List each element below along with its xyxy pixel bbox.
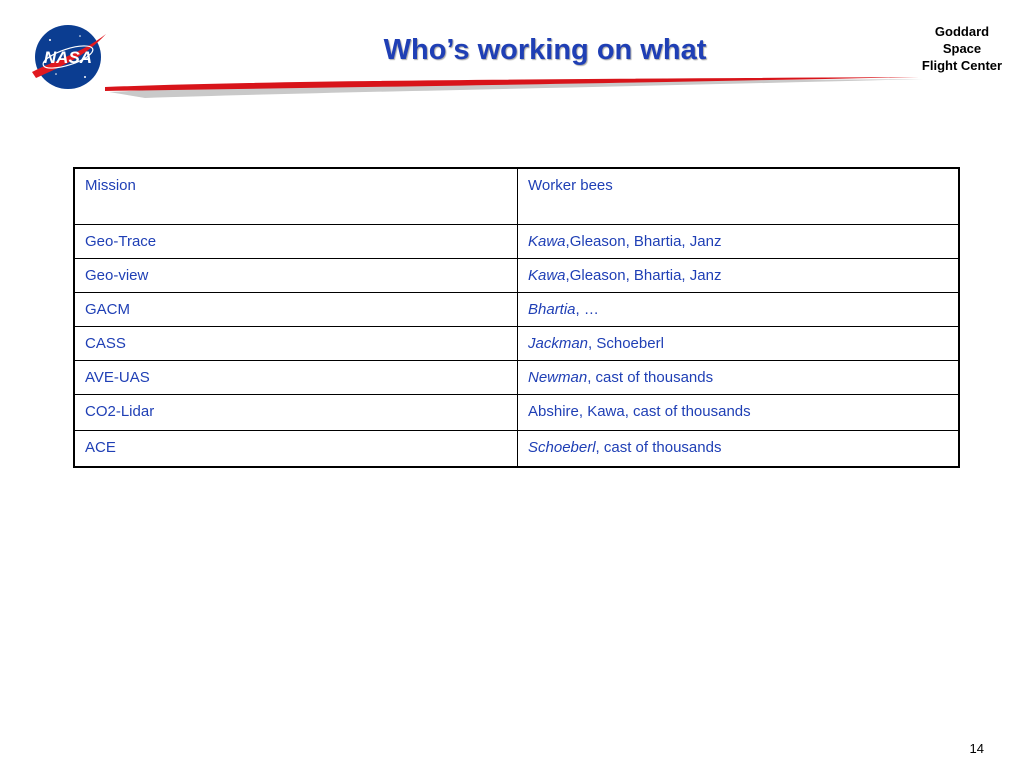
lead-name: Newman [528,369,588,386]
logo-text: NASA [43,48,93,67]
other-names: , cast of thousands [587,369,714,386]
mission-cell: CO2-Lidar [74,395,518,431]
lead-name: Jackman [528,335,589,352]
center-label-line: Goddard [934,24,990,39]
missions-table [73,167,960,468]
mission-cell: GACM [74,293,518,327]
worker-bees-cell [518,293,960,327]
worker-bees-cell [518,225,960,259]
other-names: Abshire, Kawa, cast of thousands [528,403,751,420]
other-names: , … [575,301,599,318]
mission-cell: AVE-UAS [74,361,518,395]
center-label-line: Space [942,41,982,56]
page-title: Who’s working on what [383,34,707,66]
table-row [74,327,959,361]
lead-name: Bhartia [528,301,576,318]
column-header-worker-bees: Worker bees [518,168,960,225]
table-row [74,293,959,327]
worker-bees-cell [518,395,960,431]
other-names: , Schoeberl [588,335,664,352]
column-header-mission: Mission [74,168,518,225]
worker-bees-cell [518,327,960,361]
table-row [74,395,959,431]
table-row [74,431,959,468]
red-swoosh-divider [105,76,925,102]
table-header-row [74,168,959,225]
worker-bees-cell [518,259,960,293]
table-row [74,259,959,293]
mission-cell: CASS [74,327,518,361]
mission-cell: Geo-view [74,259,518,293]
worker-bees-cell [518,431,960,468]
mission-cell: ACE [74,431,518,468]
table-row [74,225,959,259]
center-label-line: Flight Center [921,58,1003,73]
lead-name: Kawa [528,233,566,250]
center-label [912,23,1012,74]
other-names: , cast of thousands [595,439,722,456]
table-row [74,361,959,395]
lead-name: Kawa [528,267,566,284]
worker-bees-cell [518,361,960,395]
page-number: 14 [969,741,984,756]
lead-name: Schoeberl [528,439,596,456]
other-names: ,Gleason, Bhartia, Janz [565,267,722,284]
other-names: ,Gleason, Bhartia, Janz [565,233,722,250]
mission-cell: Geo-Trace [74,225,518,259]
